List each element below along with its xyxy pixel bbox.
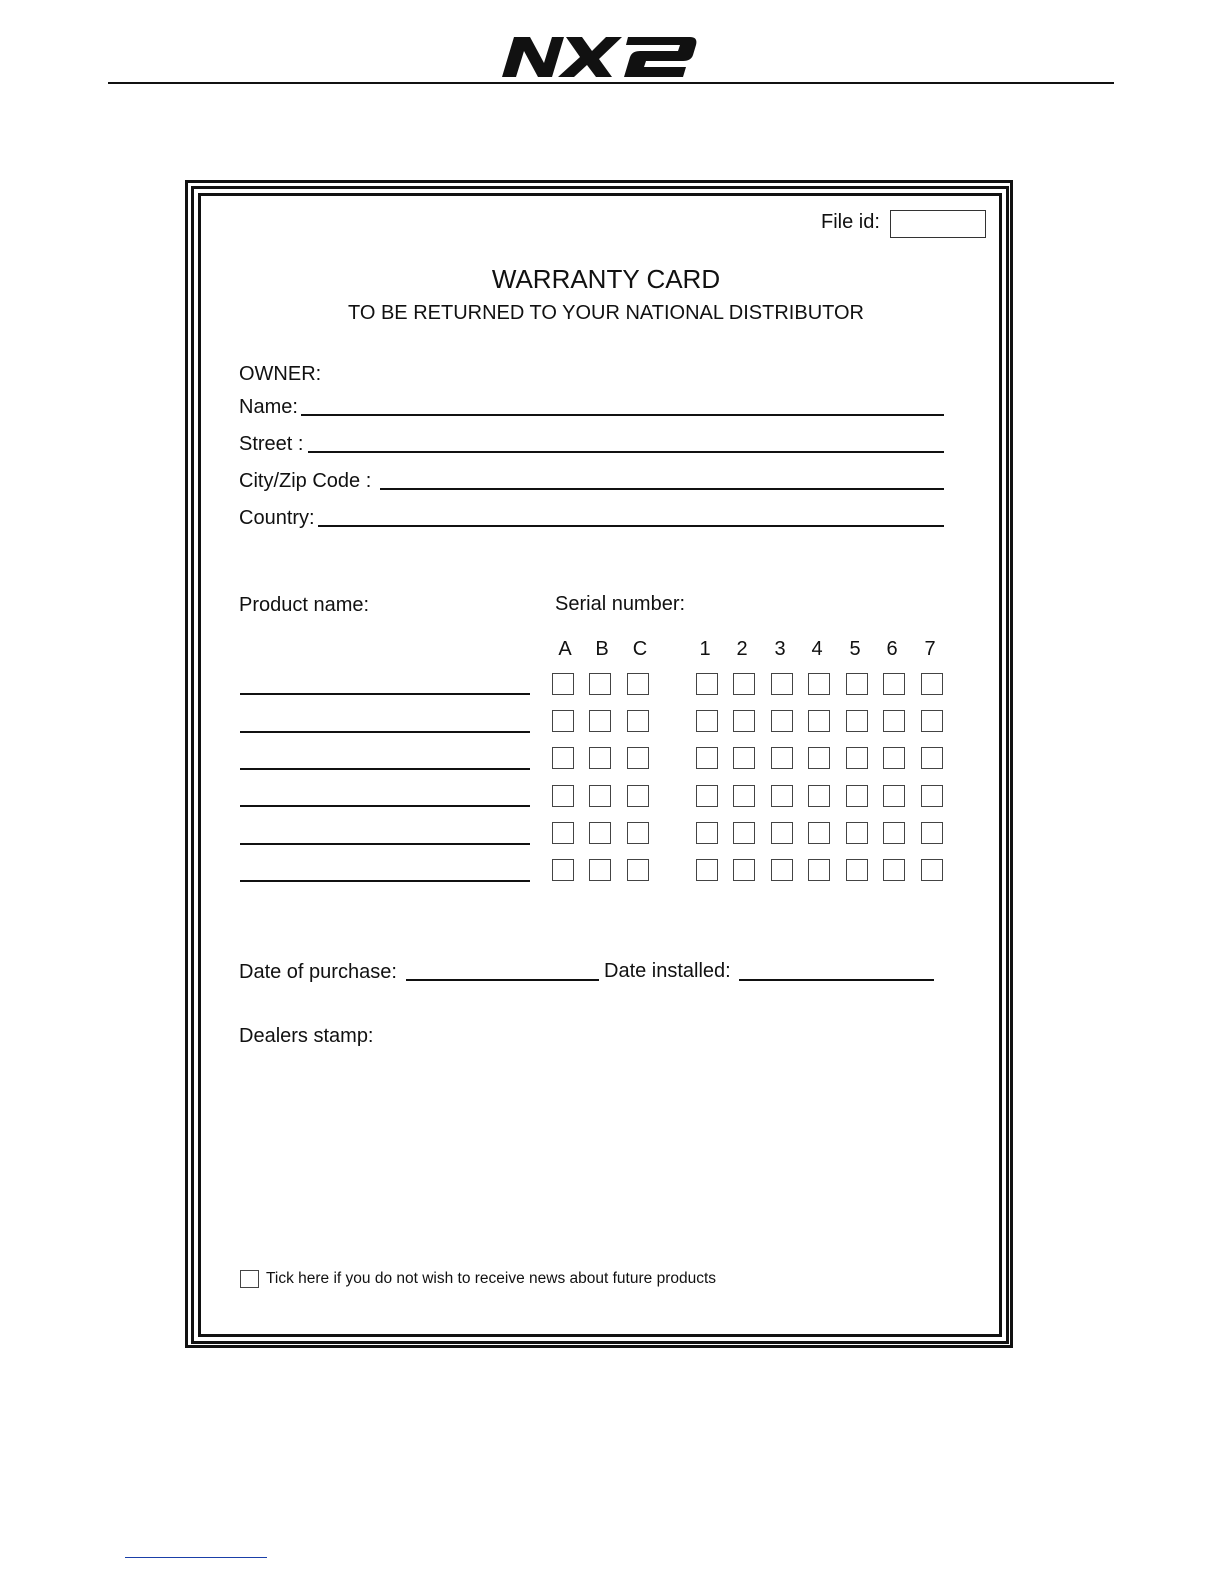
serial-digit-box[interactable] [696,785,718,807]
serial-digit-box[interactable] [808,822,830,844]
serial-digit-box[interactable] [733,785,755,807]
serial-digit-box[interactable] [696,673,718,695]
serial-digit-box[interactable] [589,785,611,807]
card-title: WARRANTY CARD [491,264,721,294]
serial-digit-box[interactable] [921,822,943,844]
date-installed-line[interactable] [739,979,934,981]
serial-digit-box[interactable] [771,822,793,844]
serial-digit-box[interactable] [921,785,943,807]
product-name-line[interactable] [240,843,530,845]
serial-digit-box[interactable] [552,785,574,807]
serial-digit-box[interactable] [846,710,868,732]
serial-digit-box[interactable] [883,710,905,732]
serial-digit-box[interactable] [552,673,574,695]
serial-digit-box[interactable] [846,859,868,881]
date-installed-label: Date installed: [604,960,731,982]
serial-digit-box[interactable] [589,822,611,844]
name-label: Name: [239,396,298,418]
header-rule [108,82,1114,84]
product-name-label: Product name: [239,594,370,616]
serial-digit-box[interactable] [808,747,830,769]
serial-digit-box[interactable] [696,859,718,881]
nx2-logo [500,33,698,79]
serial-digit-box[interactable] [733,710,755,732]
opt-out-label: Tick here if you do not wish to receive news about future products [266,1270,717,1287]
file-id-field[interactable] [890,210,986,238]
serial-digit-box[interactable] [808,710,830,732]
product-name-line[interactable] [240,805,530,807]
file-id-label: File id: [821,211,880,233]
serial-col-5: 5 [849,638,861,660]
serial-digit-box[interactable] [808,673,830,695]
serial-digit-box[interactable] [552,822,574,844]
serial-digit-box[interactable] [771,673,793,695]
serial-digit-box[interactable] [883,673,905,695]
product-name-line[interactable] [240,731,530,733]
footer-link-rule [125,1557,267,1558]
name-line[interactable] [301,414,944,416]
dealers-stamp-label: Dealers stamp: [239,1025,374,1047]
serial-digit-box[interactable] [808,785,830,807]
serial-digit-box[interactable] [733,822,755,844]
serial-digit-box[interactable] [883,785,905,807]
card-subtitle: TO BE RETURNED TO YOUR NATIONAL DISTRIBUTOR [347,302,864,324]
serial-digit-box[interactable] [921,673,943,695]
city-zip-line[interactable] [380,488,944,490]
serial-digit-box[interactable] [627,785,649,807]
country-label: Country: [239,507,315,529]
owner-heading: OWNER: [239,363,322,385]
serial-digit-box[interactable] [696,710,718,732]
serial-col-b: B [595,638,609,660]
serial-digit-box[interactable] [846,822,868,844]
serial-number-label: Serial number: [555,593,686,615]
street-line[interactable] [308,451,944,453]
serial-digit-box[interactable] [552,859,574,881]
serial-digit-box[interactable] [733,859,755,881]
opt-out-checkbox[interactable] [240,1270,259,1288]
serial-digit-box[interactable] [627,822,649,844]
serial-digit-box[interactable] [696,747,718,769]
serial-digit-box[interactable] [883,822,905,844]
serial-digit-box[interactable] [771,785,793,807]
product-name-line[interactable] [240,768,530,770]
country-line[interactable] [318,525,944,527]
city-zip-label: City/Zip Code : [239,470,372,492]
serial-digit-box[interactable] [883,859,905,881]
serial-col-1: 1 [699,638,711,660]
serial-col-a: A [558,638,572,660]
serial-digit-box[interactable] [589,859,611,881]
product-name-line[interactable] [240,693,530,695]
serial-digit-box[interactable] [696,822,718,844]
serial-col-3: 3 [774,638,786,660]
serial-digit-box[interactable] [771,859,793,881]
serial-digit-box[interactable] [771,710,793,732]
serial-digit-box[interactable] [846,747,868,769]
serial-digit-box[interactable] [552,747,574,769]
serial-digit-box[interactable] [552,710,574,732]
serial-digit-box[interactable] [883,747,905,769]
serial-digit-box[interactable] [921,710,943,732]
serial-digit-box[interactable] [627,747,649,769]
serial-digit-box[interactable] [733,673,755,695]
serial-digit-box[interactable] [733,747,755,769]
serial-digit-box[interactable] [627,859,649,881]
serial-digit-box[interactable] [921,747,943,769]
date-of-purchase-label: Date of purchase: [239,961,397,983]
serial-digit-box[interactable] [589,673,611,695]
serial-digit-box[interactable] [627,673,649,695]
serial-col-c: C [632,638,648,660]
serial-digit-box[interactable] [846,673,868,695]
date-of-purchase-line[interactable] [406,979,599,981]
serial-col-4: 4 [811,638,823,660]
product-name-line[interactable] [240,880,530,882]
serial-digit-box[interactable] [589,710,611,732]
serial-col-2: 2 [736,638,748,660]
serial-col-6: 6 [886,638,898,660]
serial-digit-box[interactable] [846,785,868,807]
serial-digit-box[interactable] [627,710,649,732]
serial-col-7: 7 [924,638,936,660]
serial-digit-box[interactable] [921,859,943,881]
serial-digit-box[interactable] [808,859,830,881]
street-label: Street : [239,433,304,455]
serial-digit-box[interactable] [771,747,793,769]
serial-digit-box[interactable] [589,747,611,769]
